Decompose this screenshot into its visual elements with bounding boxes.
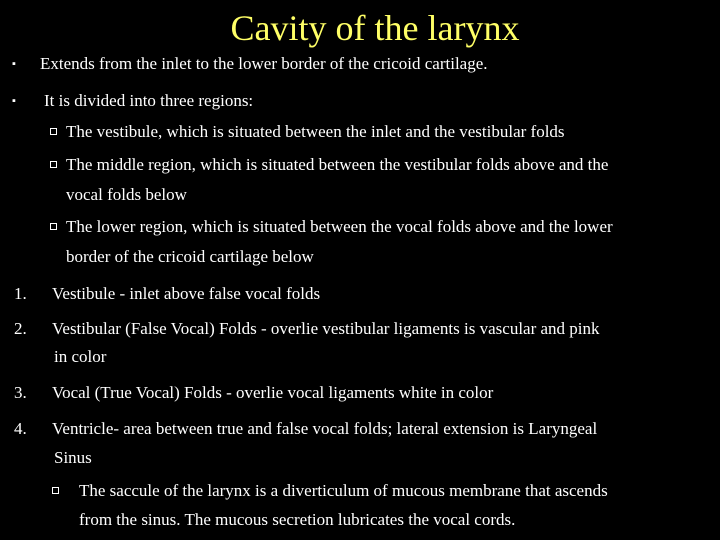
square-bullet-icon: ▪ — [12, 58, 16, 70]
bullet-divided: It is divided into three regions: — [44, 91, 254, 110]
numbered-item-vocal-folds: Vocal (True Vocal) Folds - overlie vocal ligaments white in color — [52, 383, 494, 402]
hollow-square-bullet-icon — [52, 487, 59, 494]
region-lower-line1: The lower region, which is situated between the vocal folds above and the lower — [66, 217, 613, 236]
numbered-item-ventricle-line2: Sinus — [54, 448, 92, 467]
numbered-item-vestibular-folds-line1: Vestibular (False Vocal) Folds - overlie vestibular ligaments is vascular and pink — [52, 319, 600, 338]
numbered-item-ventricle-line1: Ventricle- area between true and false vocal folds; lateral extension is Laryngeal — [52, 419, 598, 438]
hollow-square-bullet-icon — [50, 223, 57, 230]
region-vestibule: The vestibule, which is situated between the inlet and the vestibular folds — [66, 122, 565, 141]
hollow-square-bullet-icon — [50, 161, 57, 168]
numbered-item-vestibular-folds-line2: in color — [54, 347, 107, 366]
numbered-item-vestibule: Vestibule - inlet above false vocal folds — [52, 284, 321, 303]
list-number: 4. — [14, 419, 27, 438]
list-number: 3. — [14, 383, 27, 402]
region-middle-line2: vocal folds below — [66, 185, 187, 204]
hollow-square-bullet-icon — [50, 128, 57, 135]
bullet-extends: Extends from the inlet to the lower border of the cricoid cartilage. — [40, 54, 488, 73]
list-number: 1. — [14, 284, 27, 303]
region-lower-line2: border of the cricoid cartilage below — [66, 247, 314, 266]
list-number: 2. — [14, 319, 27, 338]
square-bullet-icon: ▪ — [12, 95, 16, 107]
region-middle-line1: The middle region, which is situated between the vestibular folds above and the — [66, 155, 609, 174]
saccule-line2: from the sinus. The mucous secretion lubricates the vocal cords. — [79, 510, 516, 529]
page-title: Cavity of the larynx — [230, 8, 520, 48]
saccule-line1: The saccule of the larynx is a diverticulum of mucous membrane that ascends — [79, 481, 608, 500]
